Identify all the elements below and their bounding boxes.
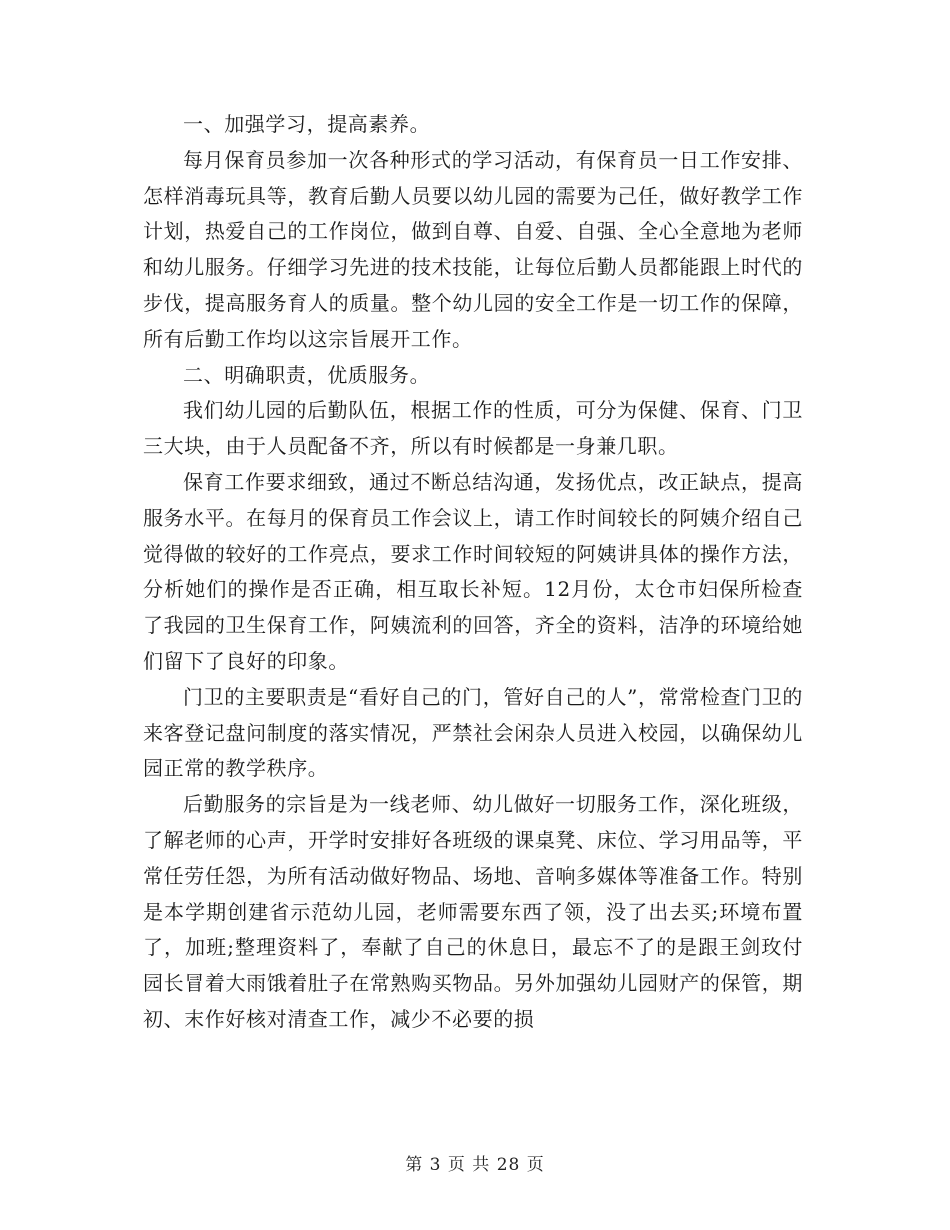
page-number-footer: 第 3 页 共 28 页 <box>405 1155 545 1175</box>
document-body <box>143 107 803 1038</box>
paragraph-service-purpose: 后勤服务的宗旨是为一线老师、幼儿做好一切服务工作，深化班级，了解老师的心声，开学时安排好各班级的课桌凳、床位、学习用品等，平常任劳任怨，为所有活动做好物品、场地、音响多媒体等准备工作。特别是本学期创建省示范幼儿园，老师需要东西了领，没了出去买;环境布置了，加班;整理资料了，奉献了自己的休息日，最忘不了的是跟王剑玫付园长冒着大雨饿着肚子在常熟购买物品。另外加强幼儿园财产的保管，期初、末作好核对清查工作，减少不必要的损 <box>143 792 803 1031</box>
heading-strengthen-learning: 一、加强学习，提高素养。 <box>183 112 431 136</box>
paragraph-gatekeeper-duties: 门卫的主要职责是“看好自己的门，管好自己的人”，常常检查门卫的来客登记盘问制度的落实情况，严禁社会闲杂人员进入校园，以确保幼儿园正常的教学秩序。 <box>143 684 803 781</box>
paragraph-monthly-training: 每月保育员参加一次各种形式的学习活动，有保育员一日工作安排、怎样消毒玩具等，教育后勤人员要以幼儿园的需要为己任，做好教学工作计划，热爱自己的工作岗位，做到自尊、自爱、自强、全心全意地为老师和幼儿服务。仔细学习先进的技术技能，让每位后勤人员都能跟上时代的步伐，提高服务育人的质量。整个幼儿园的安全工作是一切工作的保障，所有后勤工作均以这宗旨展开工作。 <box>143 147 803 351</box>
paragraph-logistics-team: 我们幼儿园的后勤队伍，根据工作的性质，可分为保健、保育、门卫三大块，由于人员配备不齐，所以有时候都是一身兼几职。 <box>143 398 803 459</box>
paragraph-childcare-work: 保育工作要求细致，通过不断总结沟通，发扬优点，改正缺点，提高服务水平。在每月的保育员工作会议上，请工作时间较长的阿姨介绍自己觉得做的较好的工作亮点，要求工作时间较短的阿姨讲具体的操作方法，分析她们的操作是否正确，相互取长补短。12月份，太仓市妇保所检查了我园的卫生保育工作，阿姨流利的回答，齐全的资料，洁净的环境给她们留下了良好的印象。 <box>143 469 803 673</box>
heading-clarify-duties: 二、明确职责，优质服务。 <box>183 362 431 387</box>
